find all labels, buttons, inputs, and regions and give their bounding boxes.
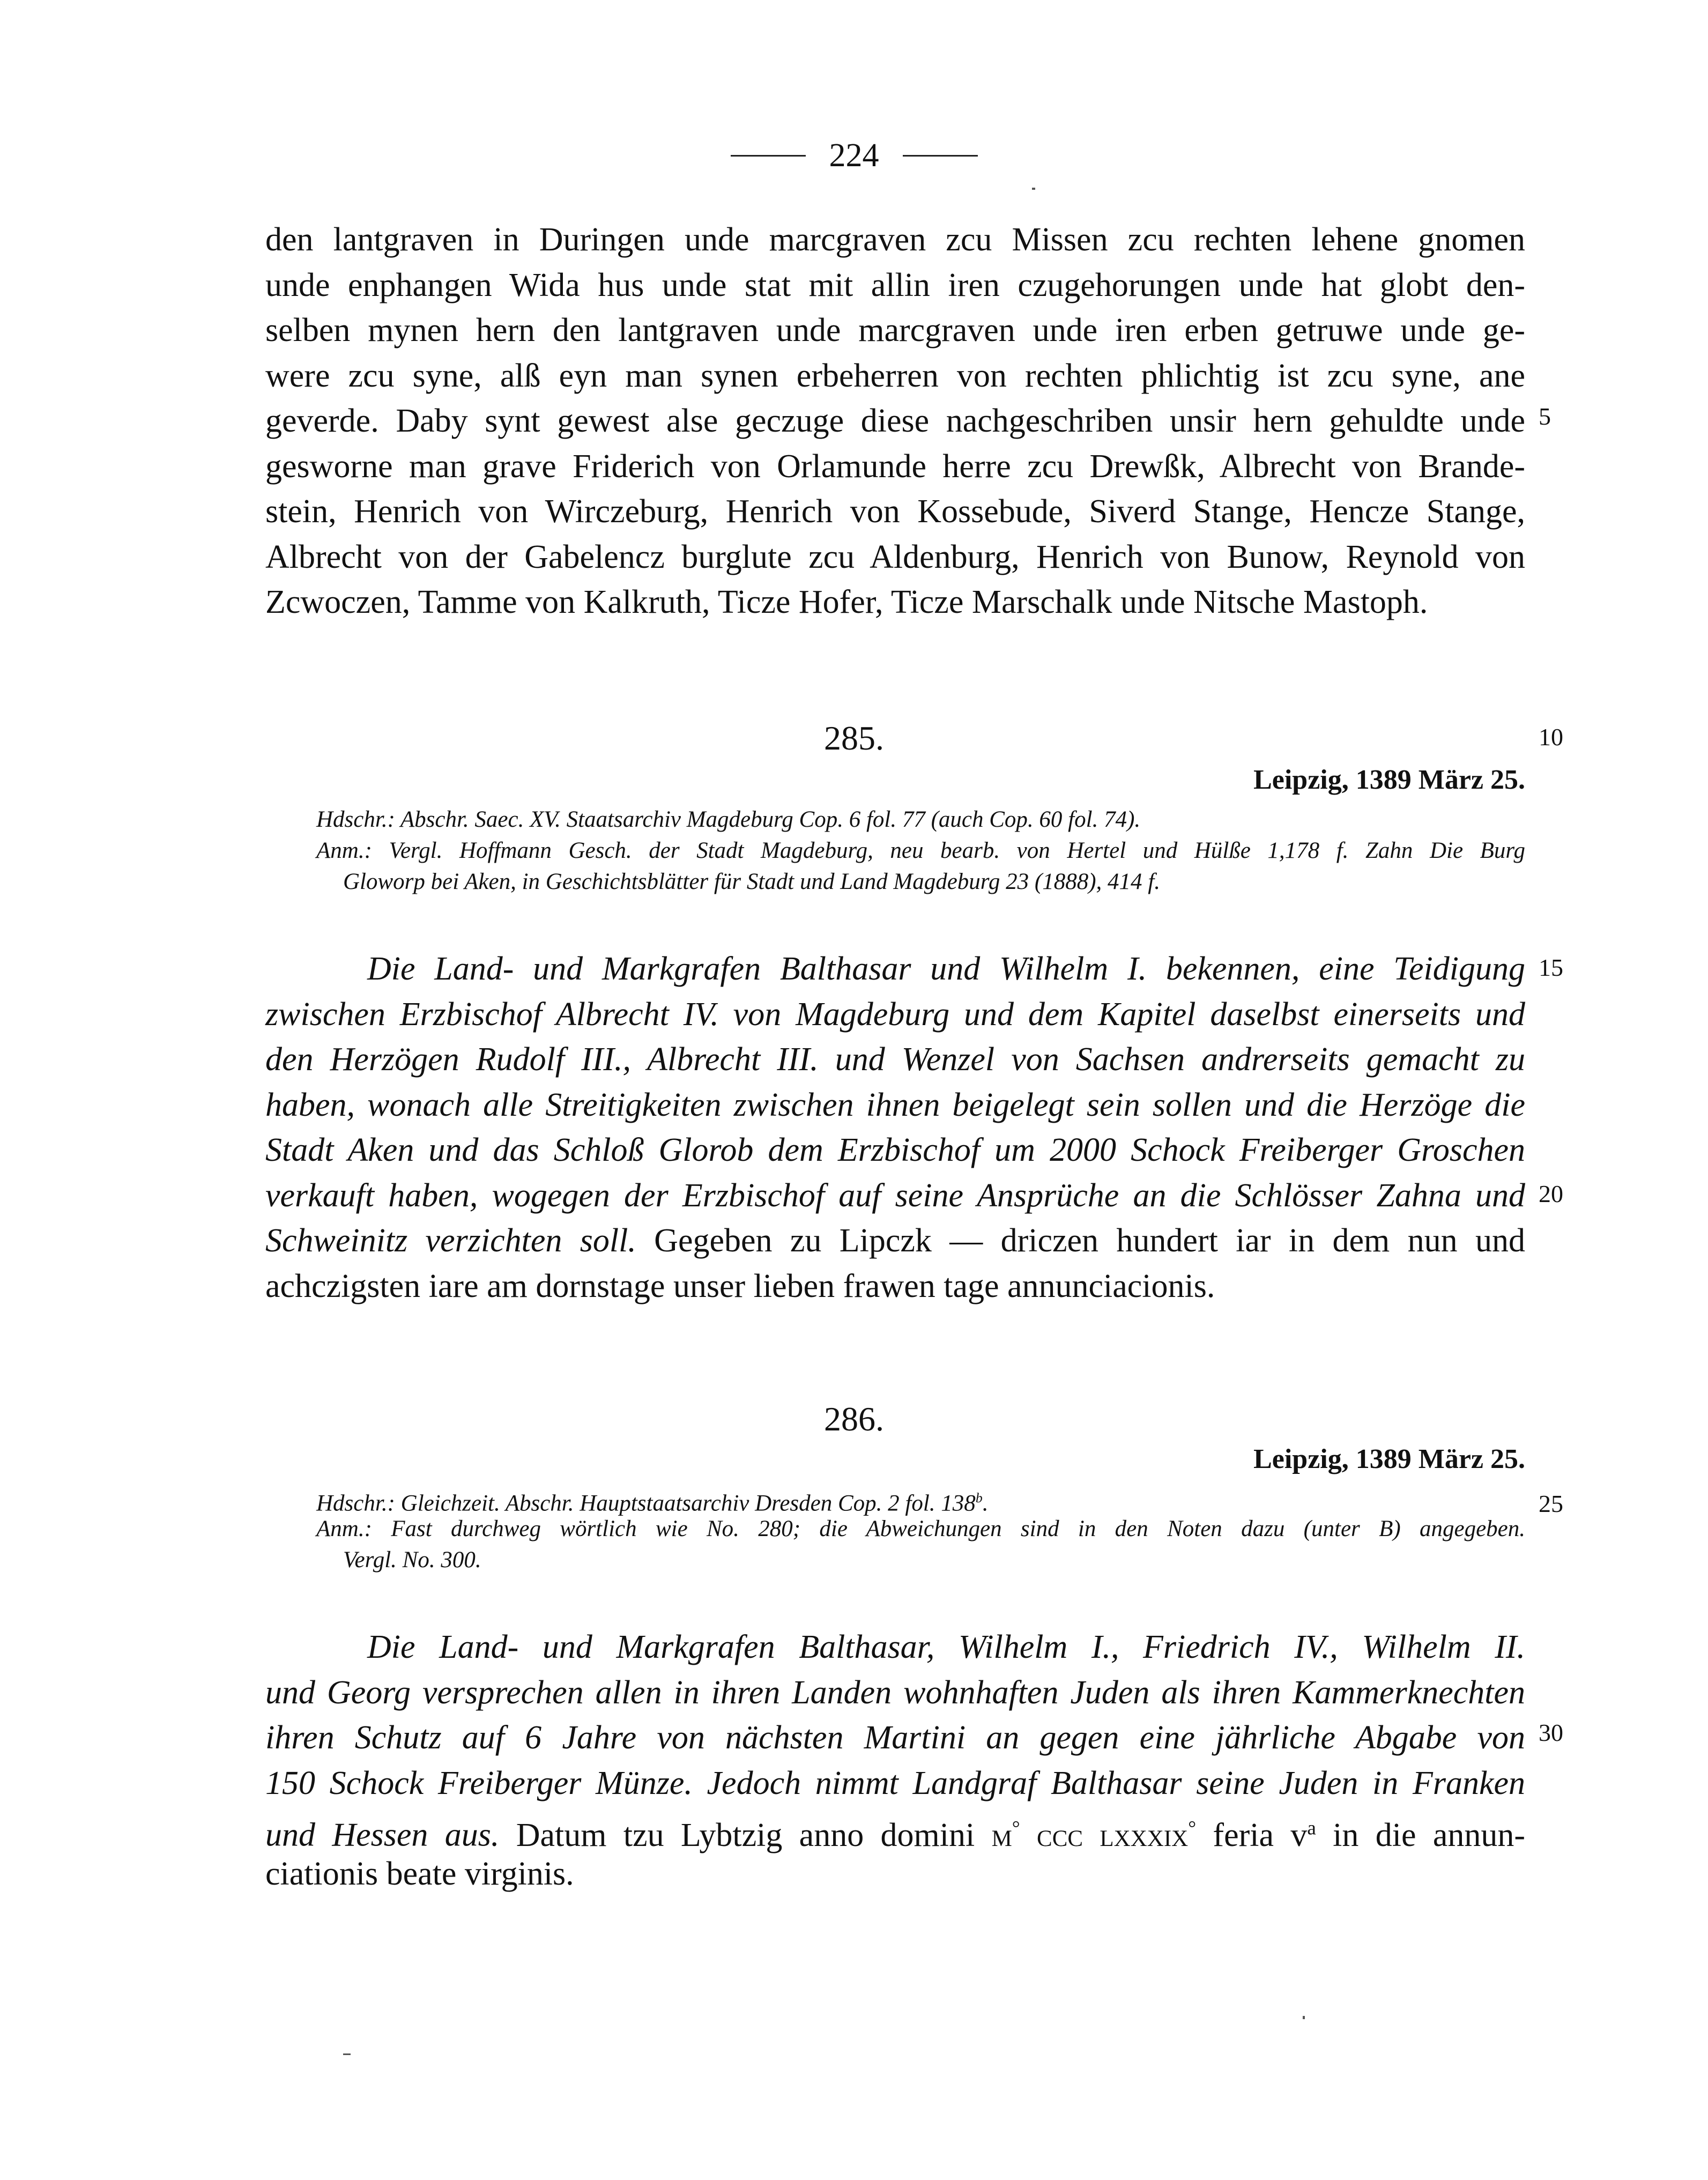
summary-tail: Schweinitz verzichten soll.: [265, 1222, 636, 1259]
document-text: [516, 1817, 1525, 1853]
text-part: ccc lxxxix: [1020, 1816, 1189, 1853]
note-line: [316, 1482, 1525, 1514]
note-line: Anm.: Vergl. Hoffmann Gesch. der Stadt Magdeburg, neu bearb. von Hertel und Hülße 1,178 f. Zahn Die Burg: [316, 838, 1525, 863]
note-line: Anm.: Fast durchweg wörtlich wie No. 280; die Abweichungen sind in den Noten dazu (unter B) angegeben.: [316, 1516, 1525, 1541]
scan-speck: [343, 2053, 351, 2055]
document-text-line: ciationis beate virginis.: [265, 1855, 574, 1892]
note-superscript: b: [975, 1490, 983, 1506]
entry-number: 285.: [824, 719, 884, 757]
margin-line-number: 5: [1539, 403, 1551, 430]
note-line: Hdschr.: Abschr. Saec. XV. Staatsarchiv Magdeburg Cop. 6 fol. 77 (auch Cop. 60 fol. 74).: [316, 807, 1141, 832]
note-text: .: [982, 1491, 989, 1516]
text-part: Datum tzu Lybtzig anno domini: [516, 1816, 992, 1853]
summary-line: [265, 1218, 1525, 1264]
text-part: m: [991, 1816, 1012, 1853]
entry-place-date: Leipzig, 1389 März 25.: [1253, 1444, 1525, 1474]
text-part: °: [1012, 1817, 1020, 1839]
text-line: were zcu syne, alß eyn man synen erbeherren von rechten phlichtig ist zcu syne, ane: [265, 357, 1525, 394]
entry-place-date: Leipzig, 1389 März 25.: [1253, 765, 1525, 795]
summary-line: haben, wonach alle Streitigkeiten zwischen ihnen beigelegt sein sollen und die Herzöge die: [265, 1086, 1525, 1123]
scan-speck: [1032, 188, 1035, 190]
note-line: Vergl. No. 300.: [343, 1547, 481, 1573]
entry-notes: [316, 1482, 1525, 1576]
summary-line: 150 Schock Freiberger Münze. Jedoch nimmt Landgraf Balthasar seine Juden in Franken: [265, 1764, 1525, 1801]
page-number: 224: [829, 137, 879, 174]
summary-line: Die Land- und Markgrafen Balthasar, Wilhelm I., Friedrich IV., Wilhelm II.: [367, 1629, 1525, 1665]
continuation-text: [265, 217, 1525, 625]
text-line: gesworne man grave Friderich von Orlamunde herre zcu Drewßk, Albrecht von Brande-: [265, 448, 1525, 485]
margin-line-number: 15: [1539, 954, 1563, 981]
entry-notes: [316, 804, 1525, 898]
summary-line: und Georg versprechen allen in ihren Landen wohnhaften Juden als ihren Kammerknechten: [265, 1674, 1525, 1711]
text-line: unde enphangen Wida hus unde stat mit allin iren czugehorungen unde hat globt den-: [265, 266, 1525, 303]
summary-line: Die Land- und Markgrafen Balthasar und Wilhelm I. bekennen, eine Teidigung: [367, 951, 1525, 987]
document-text: Gegeben zu Lipczk — driczen hundert iar in dem nun und: [654, 1222, 1525, 1259]
summary-line: zwischen Erzbischof Albrecht IV. von Magdeburg und dem Kapitel daselbst einerseits und: [265, 996, 1525, 1033]
page-header: [0, 137, 1708, 175]
note-text: Hdschr.: Gleichzeit. Abschr. Hauptstaatsarchiv Dresden Cop. 2 fol. 138: [316, 1491, 976, 1516]
header-rule-left: [731, 155, 806, 157]
summary-line: ihren Schutz auf 6 Jahre von nächsten Martini an gegen eine jährliche Abgabe von: [265, 1719, 1525, 1756]
scan-speck: [1303, 2016, 1305, 2019]
margin-line-number: 25: [1539, 1490, 1563, 1517]
entry-number: 286.: [824, 1400, 884, 1438]
text-line: Zcwoczen, Tamme von Kalkruth, Ticze Hofer, Ticze Marschalk unde Nitsche Mastoph.: [265, 584, 1428, 620]
margin-line-number: 20: [1539, 1180, 1563, 1207]
text-line: den lantgraven in Duringen unde marcgraven zcu Missen zcu rechten lehene gnomen: [265, 221, 1525, 258]
summary-line: verkauft haben, wogegen der Erzbischof auf seine Ansprüche an die Schlösser Zahna und: [265, 1177, 1525, 1214]
document-text-line: achczigsten iare am dornstage unser lieben frawen tage annunciacionis.: [265, 1267, 1215, 1304]
summary-line: [265, 1806, 1525, 1851]
summary-tail: und Hessen aus.: [265, 1816, 500, 1853]
margin-line-number: 10: [1539, 723, 1563, 751]
text-part: °: [1188, 1817, 1197, 1839]
text-part: a: [1307, 1817, 1316, 1839]
text-part: in die annun-: [1316, 1816, 1526, 1853]
text-line: stein, Henrich von Wirczeburg, Henrich von Kossebude, Siverd Stange, Hencze Stange,: [265, 493, 1525, 530]
summary-line: Stadt Aken und das Schloß Glorob dem Erzbischof um 2000 Schock Freiberger Groschen: [265, 1132, 1525, 1168]
text-line: geverde. Daby synt gewest alse geczuge diese nachgeschriben unsir hern gehuldte unde: [265, 403, 1525, 439]
text-line: Albrecht von der Gabelencz burglute zcu Aldenburg, Henrich von Bunow, Reynold von: [265, 538, 1525, 575]
summary-line: den Herzögen Rudolf III., Albrecht III. und Wenzel von Sachsen andrerseits gemacht zu: [265, 1041, 1525, 1078]
text-part: feria v: [1196, 1816, 1308, 1853]
text-line: selben mynen hern den lantgraven unde marcgraven unde iren erben getruwe unde ge-: [265, 312, 1525, 348]
margin-line-number: 30: [1539, 1719, 1563, 1746]
entry-summary: [265, 946, 1525, 1309]
entry-summary: [265, 1625, 1525, 1896]
note-line: Gloworp bei Aken, in Geschichtsblätter für Stadt und Land Magdeburg 23 (1888), 414 f.: [343, 869, 1161, 894]
header-rule-right: [903, 155, 978, 157]
